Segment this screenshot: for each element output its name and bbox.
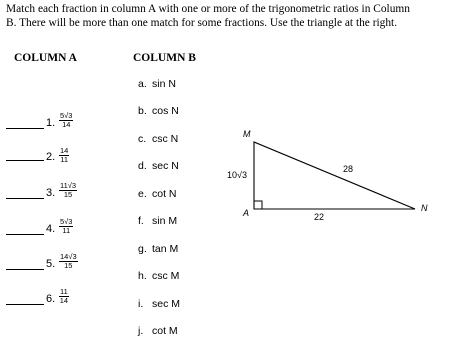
column-b-item-g: g. tan M (138, 243, 179, 255)
fraction-denominator: 15 (63, 190, 73, 199)
fraction (59, 182, 77, 199)
answer-blank-2[interactable] (6, 160, 44, 161)
column-b-item-c: c. csc N (138, 133, 179, 145)
fraction-denominator: 14 (62, 120, 71, 129)
item-number: 2. (46, 151, 56, 163)
item-number: 6. (46, 293, 56, 305)
item-number: 5. (46, 258, 56, 270)
triangle-shape (254, 142, 415, 209)
fraction (59, 112, 73, 129)
fraction-numerator: 5√3 (60, 217, 73, 226)
column-b-item-a: a. sin N (138, 78, 176, 90)
instructions-line-1: Match each fraction in column A with one or more of the trigonometric ratios in Column (6, 3, 410, 15)
vertex-m-label: M (243, 129, 251, 139)
fraction-denominator: 15 (64, 261, 73, 270)
fraction-numerator: 14√3 (60, 252, 77, 261)
column-b-item-f: f. sin M (138, 215, 178, 227)
fraction-denominator: 11 (62, 226, 71, 235)
item-number: 1. (46, 117, 56, 129)
answer-blank-1[interactable] (6, 128, 44, 129)
side-mn-label: 28 (343, 164, 354, 174)
answer-blank-5[interactable] (6, 269, 44, 270)
column-b-item-e: e. cot N (138, 188, 177, 200)
column-b-item-h: h. csc M (138, 270, 180, 282)
vertex-a-label: A (243, 208, 250, 218)
fraction (59, 288, 69, 305)
column-a-heading: COLUMN A (14, 52, 77, 64)
column-b-item-j: j. cot M (138, 325, 178, 337)
fraction (59, 147, 69, 164)
answer-blank-6[interactable] (6, 304, 44, 305)
fraction (59, 218, 73, 235)
column-b-item-i: i. sec M (138, 298, 181, 310)
fraction (59, 253, 78, 270)
answer-blank-4[interactable] (6, 234, 44, 235)
instructions (6, 2, 461, 30)
item-number: 3. (46, 187, 56, 199)
answer-blank-3[interactable] (6, 198, 44, 199)
vertex-n-label: N (421, 203, 428, 213)
column-b-item-b: b. cos N (138, 105, 179, 117)
side-an-label: 22 (314, 212, 325, 222)
item-number: 4. (46, 223, 56, 235)
fraction-numerator: 5√3 (60, 111, 73, 120)
fraction-numerator: 11√3 (60, 181, 77, 190)
side-ma-label: 10√3 (227, 170, 247, 180)
column-b-heading: COLUMN B (133, 52, 196, 64)
fraction-denominator: 14 (59, 296, 69, 305)
column-b-item-d: d. sec N (138, 160, 179, 172)
fraction-numerator: 14 (60, 146, 69, 155)
fraction-denominator: 11 (60, 155, 69, 164)
fraction-numerator: 11 (60, 287, 68, 296)
instructions-line-2: B. There will be more than one match for some fractions. Use the triangle at the right. (6, 17, 398, 29)
right-angle-marker (254, 201, 262, 209)
